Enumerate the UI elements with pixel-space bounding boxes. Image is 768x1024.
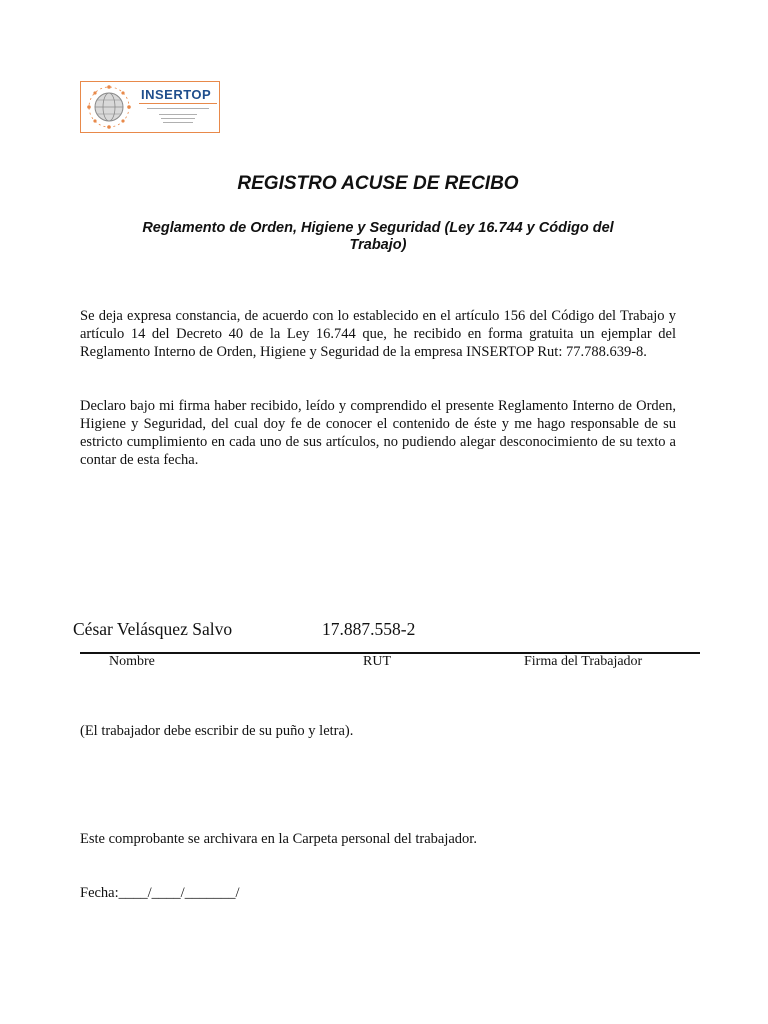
logo-contact-line — [159, 114, 197, 115]
company-logo — [80, 81, 220, 133]
paragraph-declaration: Declaro bajo mi firma haber recibido, leído y comprendido el presente Reglamento Interno de Orden, Higiene y Seguridad, del cual doy fe de conocer el contenido de éste y me hago responsable de su estricto cumplimiento en cada uno de sus artículos, no pudiendo alegar desconocimiento de su texto a contar de esta fecha. — [80, 398, 676, 468]
logo-contact-line — [161, 118, 195, 119]
worker-name: César Velásquez Salvo — [73, 619, 233, 639]
logo-divider — [139, 103, 217, 104]
logo-tagline — [147, 108, 209, 109]
logo-contact-line — [163, 122, 193, 123]
label-name: Nombre — [109, 654, 155, 669]
archive-note: Este comprobante se archivara en la Carpeta personal del trabajador. — [80, 831, 477, 847]
globe-icon — [83, 84, 135, 130]
date-field: Fecha:____/____/_______/ — [80, 885, 240, 901]
logo-name: INSERTOP — [141, 87, 212, 102]
handwriting-note: (El trabajador debe escribir de su puño y letra). — [80, 723, 354, 739]
label-signature: Firma del Trabajador — [524, 654, 643, 669]
document-subtitle: Reglamento de Orden, Higiene y Seguridad (Ley 16.744 y Código del Trabajo) — [142, 220, 614, 253]
document-title: REGISTRO ACUSE DE RECIBO — [237, 173, 519, 194]
label-rut: RUT — [363, 654, 391, 669]
worker-rut: 17.887.558-2 — [322, 619, 416, 639]
paragraph-constancia: Se deja expresa constancia, de acuerdo con lo establecido en el artículo 156 del Código del Trabajo y artículo 14 del Decreto 40 de la Ley 16.744 que, he recibido en forma gratuita un ejemplar del Reglamento Interno de Orden, Higiene y Seguridad de la empresa INSERTOP Rut: 77.788.639-8. — [80, 308, 676, 360]
